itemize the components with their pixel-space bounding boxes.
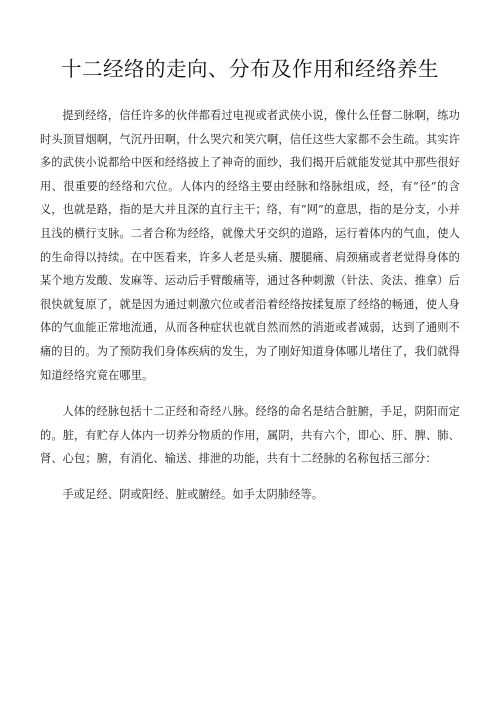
paragraph-meridians-intro: 提到经络，信任许多的伙伴都看过电视或者武侠小说，像什么任督二脉啊，练功时头顶冒烟啊，气沉丹田啊，什么哭穴和笑穴啊，信任这些大家都不会生疏。其实许多的武侠小说都给中医和经络披上了神奇的面纱，我们揭开后就能发觉其中那些很好用、很重要的经络和穴位。人体内的经络主要由经脉和络脉组成，经，有“径”的含义，也就是路，指的是大并且深的直行主干；络，有“网”的意思，指的是分支，小并且浅的横行支脉。二者合称为经络，就像犬牙交织的道路，运行着体内的气血，使人的生命得以持续。在中医看来，许多人老是头痛、腰腿痛、肩颈痛或者老觉得身体的某个地方发酸、发麻等、运动后手臂酸痛等，通过各种刺激（针法、灸法、推拿）后很快就复原了，就是因为通过刺激穴位或者沿着经络按揉复原了经络的畅通，使人身体的气血能正常地流通，从而各种症状也就自然而然的消逝或者减弱，达到了通则不痛的目的。为了预防我们身体疾病的发生，为了刚好知道身体哪儿堵住了，我们就得知道经络究竟在哪里。 [40,109,460,382]
document-title: 十二经络的走向、分布及作用和经络养生 [61,57,439,81]
paragraph-meridian-example: 手或足经、阴或阳经、脏或腑经。如手太阴肺经等。 [62,487,324,501]
paragraph-meridian-naming: 人体的经脉包括十二正经和奇经八脉。经络的命名是结合脏腑，手足，阴阳而定的。脏，有贮存人体内一切养分物质的作用，属阴，共有六个，即心、肝、脾、肺、肾、心包；腑，有消化、输送、排泄的功能，共有十二经脉的名称包括三部分： [40,405,460,466]
